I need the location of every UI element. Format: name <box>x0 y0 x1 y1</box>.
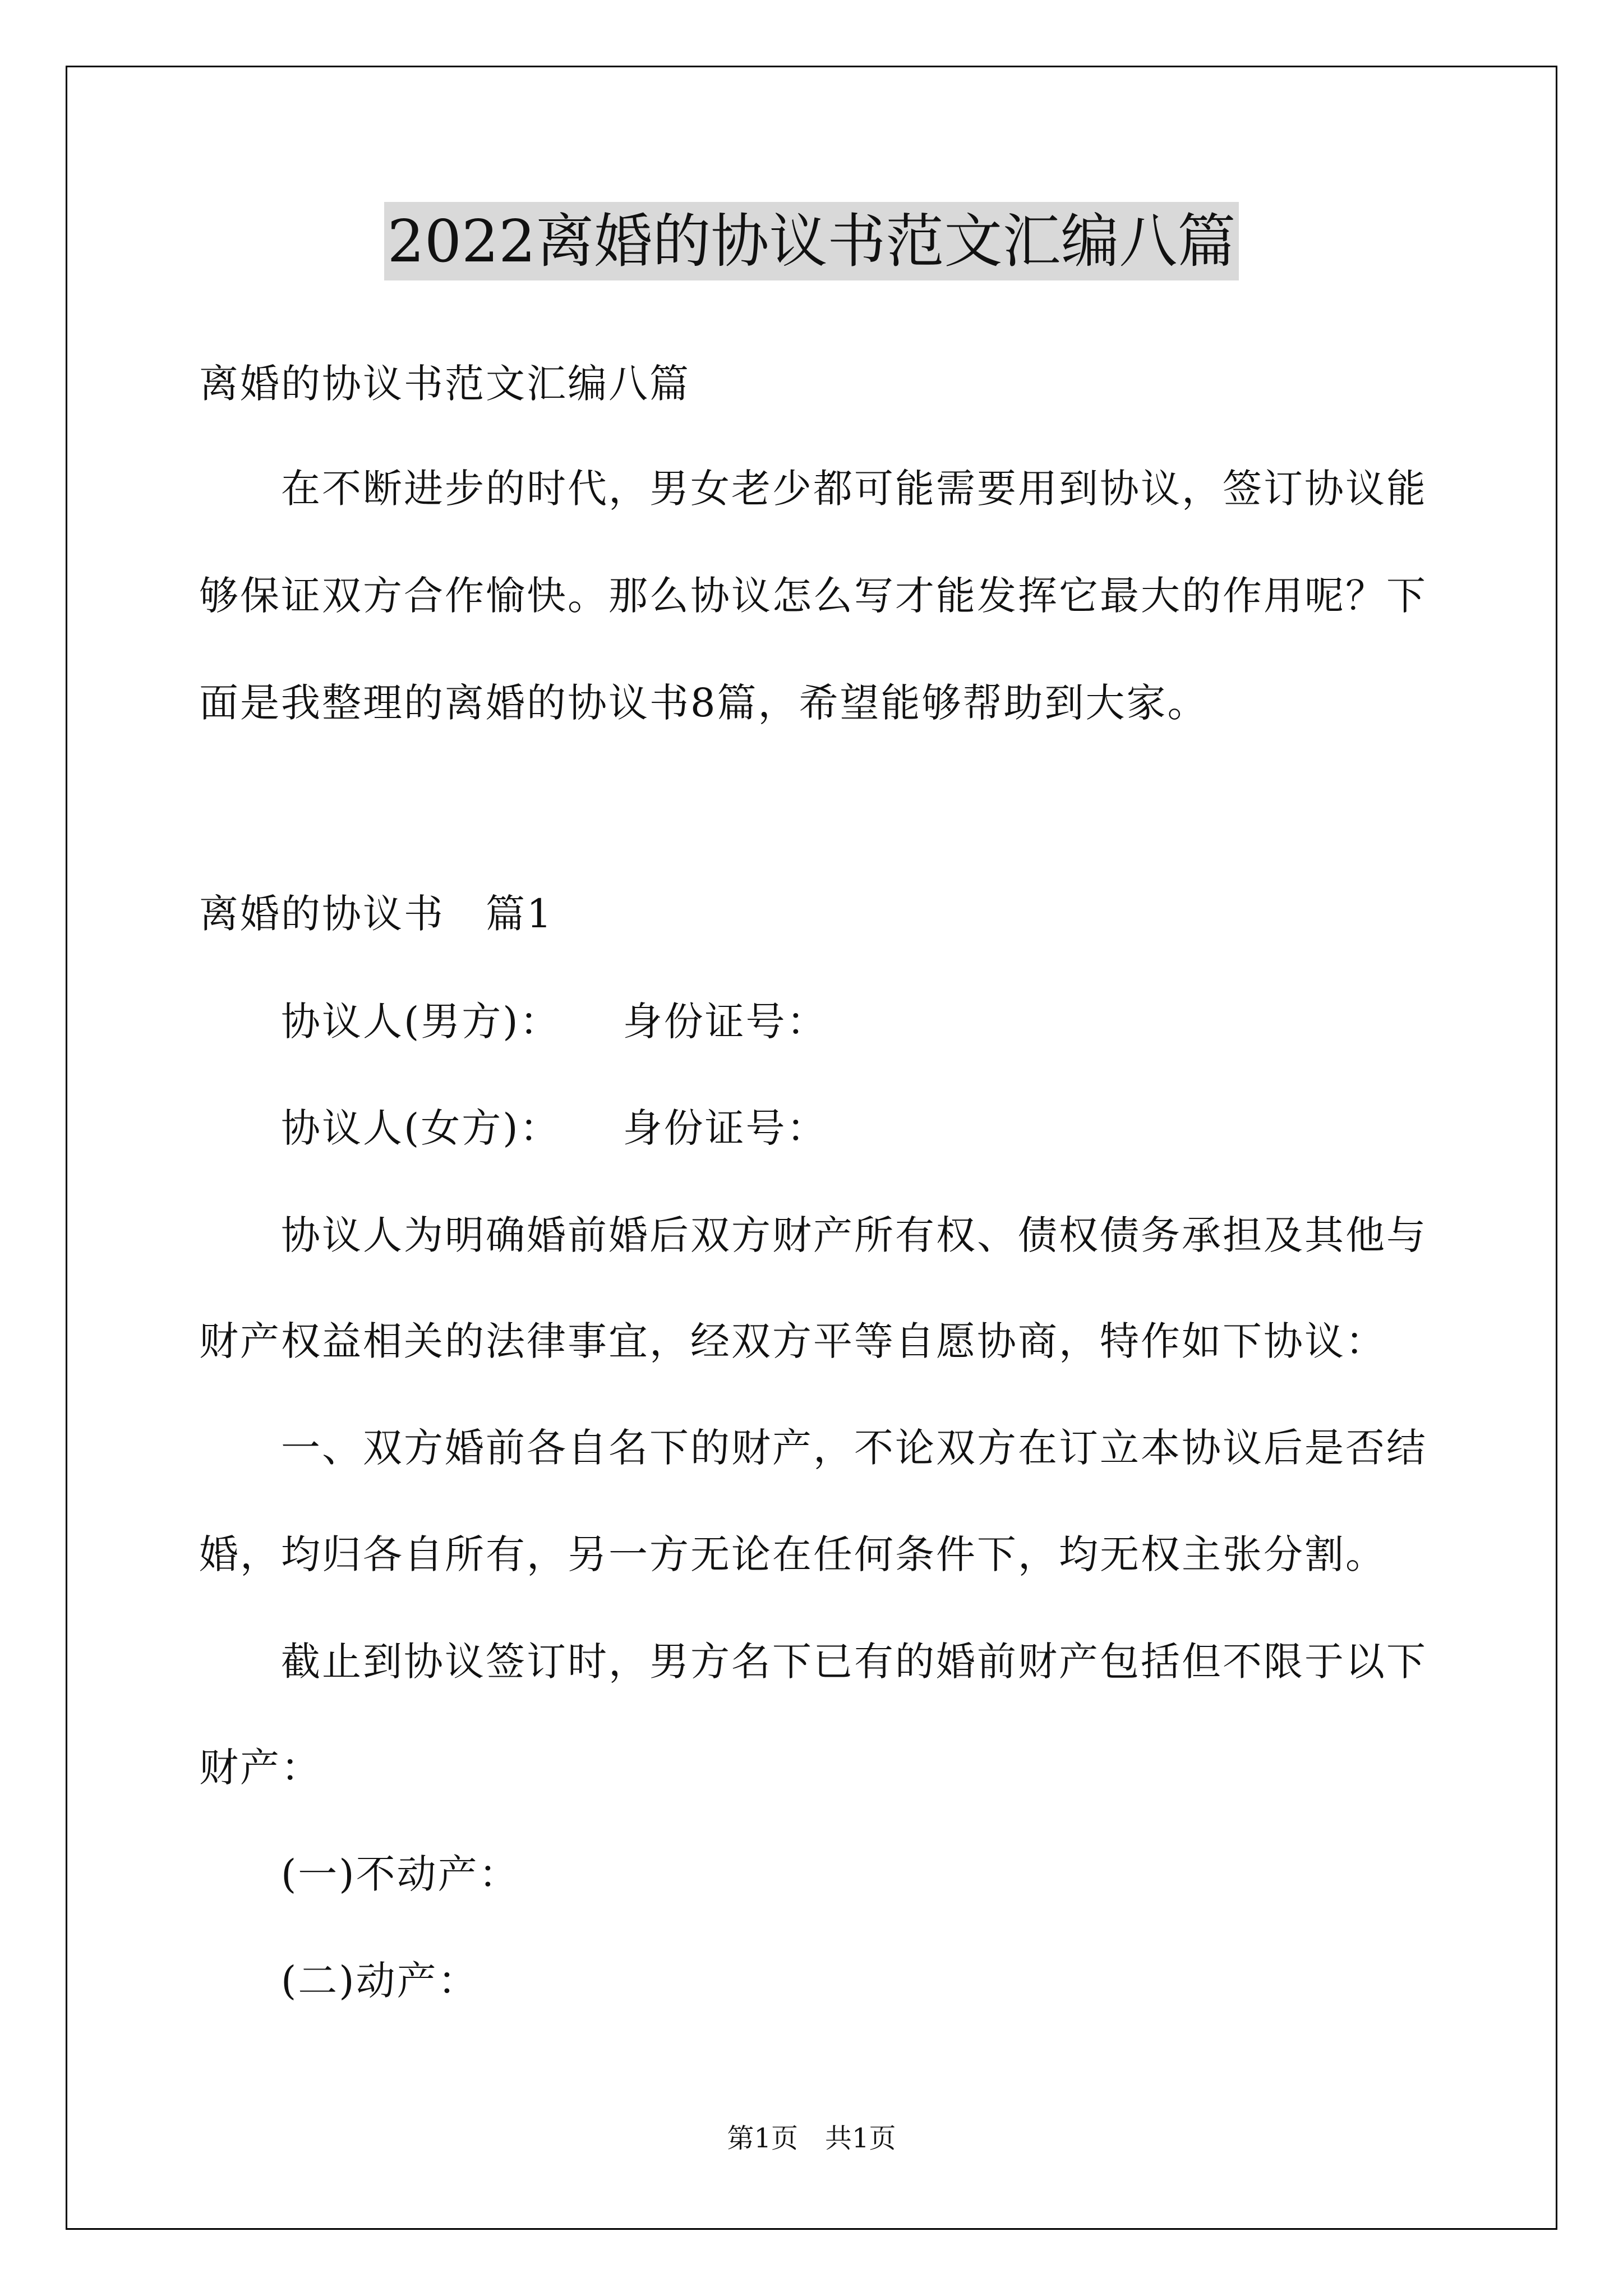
body-line: 截止到协议签订时，男方名下已有的婚前财产包括但不限于以下 <box>281 1639 1427 1685</box>
body-line: 协议人(男方)： 身份证号： <box>281 999 828 1045</box>
body-line: 财产权益相关的法律事宜，经双方平等自愿协商，特作如下协议： <box>199 1318 1386 1364</box>
title-container <box>0 202 1623 280</box>
body-line: 够保证双方合作愉快。那么协议怎么写才能发挥它最大的作用呢？下 <box>199 573 1427 619</box>
body-line: 协议人(女方)： 身份证号： <box>281 1105 828 1151</box>
body-line: (一)不动产： <box>281 1851 520 1897</box>
body-line: 面是我整理的离婚的协议书8篇，希望能够帮助到大家。 <box>199 680 1209 726</box>
body-line: 婚，均归各自所有，另一方无论在任何条件下，均无权主张分割。 <box>199 1531 1386 1577</box>
body-line: 协议人为明确婚前婚后双方财产所有权、债权债务承担及其他与 <box>281 1212 1427 1258</box>
body-line: 财产： <box>199 1745 322 1791</box>
body-line: 在不断进步的时代，男女老少都可能需要用到协议，签订协议能 <box>281 466 1427 512</box>
body-line: 离婚的协议书 篇1 <box>199 891 554 937</box>
body-line: 一、双方婚前各自名下的财产，不论双方在订立本协议后是否结 <box>281 1425 1427 1471</box>
document-title: 2022离婚的协议书范文汇编八篇 <box>384 202 1239 280</box>
page-footer: 第1页 共1页 <box>727 2123 896 2154</box>
body-line: (二)动产： <box>281 1958 479 2004</box>
body-line: 离婚的协议书范文汇编八篇 <box>199 361 690 407</box>
